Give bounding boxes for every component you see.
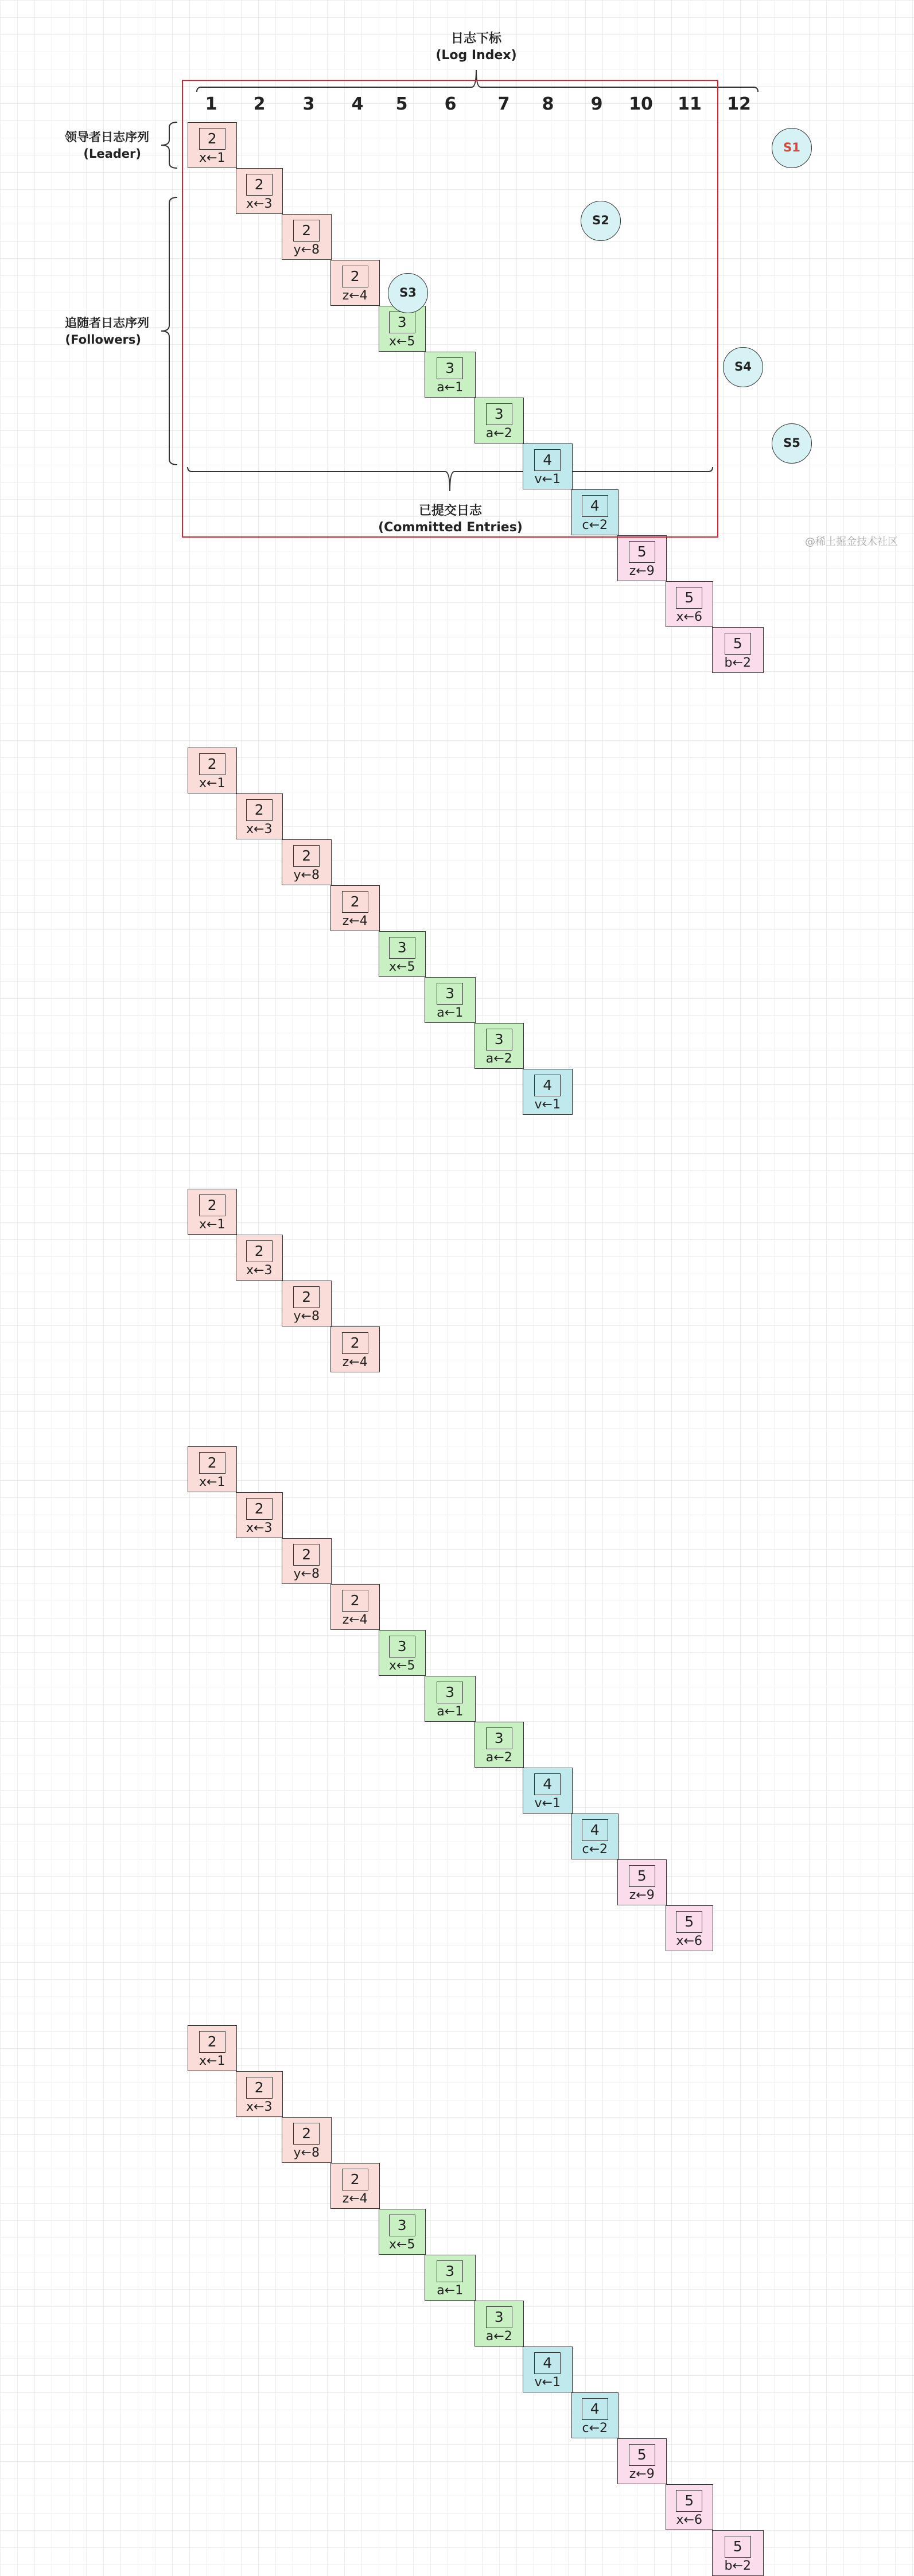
followers-label-cn: 追随者日志序列 xyxy=(65,316,149,330)
entry-command: c←2 xyxy=(582,518,608,532)
entry-command: v←1 xyxy=(534,1796,561,1811)
entry-command: a←2 xyxy=(485,426,512,441)
entry-term: 5 xyxy=(676,587,702,609)
entry-command: z←9 xyxy=(629,1888,655,1902)
entry-command: z←4 xyxy=(342,1355,368,1369)
entry-command: x←5 xyxy=(389,1659,415,1673)
entry-term: 5 xyxy=(676,2490,702,2512)
entry-term: 3 xyxy=(389,2215,415,2236)
log-entry xyxy=(379,2209,426,2255)
entry-command: x←6 xyxy=(676,1934,702,1948)
entry-term: 3 xyxy=(437,357,463,379)
log-entry xyxy=(523,2347,573,2392)
entry-term: 2 xyxy=(342,891,368,913)
log-entry xyxy=(712,2530,764,2576)
entry-term: 2 xyxy=(246,1498,273,1520)
entry-term: 3 xyxy=(486,1727,512,1749)
entry-term: 2 xyxy=(199,753,225,775)
entry-term: 2 xyxy=(342,2169,368,2190)
entry-term: 5 xyxy=(629,541,655,563)
entry-term: 3 xyxy=(486,403,512,425)
log-index-6: 6 xyxy=(444,94,457,114)
entry-term: 2 xyxy=(293,1286,320,1308)
log-entry xyxy=(474,1722,524,1768)
log-entry xyxy=(379,1630,426,1676)
server-node-s4: S4 xyxy=(723,347,763,387)
entry-term: 4 xyxy=(582,2398,608,2420)
entry-term: 5 xyxy=(676,1911,702,1933)
entry-command: v←1 xyxy=(534,2375,561,2390)
entry-command: y←8 xyxy=(293,243,320,257)
entry-term: 2 xyxy=(199,1452,225,1474)
log-entry xyxy=(330,885,380,931)
entry-command: x←1 xyxy=(199,2054,225,2068)
log-entry xyxy=(617,1859,667,1905)
entry-command: y←8 xyxy=(293,1567,320,1581)
entry-term: 3 xyxy=(389,312,415,333)
entry-term: 3 xyxy=(486,2306,512,2328)
entry-command: z←4 xyxy=(342,1613,368,1627)
entry-command: v←1 xyxy=(534,1098,561,1112)
entry-command: x←1 xyxy=(199,1475,225,1489)
log-entry xyxy=(188,2025,237,2071)
entry-term: 2 xyxy=(246,174,273,196)
log-entry xyxy=(666,2484,713,2530)
log-entry xyxy=(379,931,426,977)
log-index-1: 1 xyxy=(205,94,217,114)
server-node-s2: S2 xyxy=(581,201,621,241)
log-entry xyxy=(330,2163,380,2209)
log-entry xyxy=(236,1492,283,1538)
log-entry xyxy=(571,2392,619,2438)
entry-term: 2 xyxy=(246,1240,273,1262)
entry-command: a←2 xyxy=(485,2329,512,2344)
leader-label-cn: 领导者日志序列 xyxy=(65,130,149,144)
log-entry xyxy=(330,1584,380,1630)
entry-term: 2 xyxy=(342,1332,368,1354)
log-entry xyxy=(425,1676,476,1722)
entry-term: 2 xyxy=(293,2123,320,2145)
log-entry xyxy=(282,1281,332,1326)
leader-label-en: (Leader) xyxy=(83,147,141,161)
entry-command: a←1 xyxy=(437,1705,464,1719)
log-entry xyxy=(188,1446,237,1492)
entry-command: x←3 xyxy=(246,1263,273,1278)
entry-term: 4 xyxy=(534,1075,561,1096)
entry-term: 2 xyxy=(246,2077,273,2099)
entry-command: x←3 xyxy=(246,1521,273,1535)
entry-term: 2 xyxy=(342,266,368,287)
entry-term: 3 xyxy=(389,937,415,959)
log-entry xyxy=(617,535,667,581)
entry-term: 2 xyxy=(293,1544,320,1566)
log-entry xyxy=(666,1905,713,1951)
entry-command: y←8 xyxy=(293,868,320,882)
log-index-2: 2 xyxy=(253,94,266,114)
log-entry xyxy=(425,2255,476,2301)
entry-command: x←1 xyxy=(199,1217,225,1232)
log-entry xyxy=(282,839,332,885)
entry-command: z←4 xyxy=(342,914,368,928)
log-index-12: 12 xyxy=(727,94,751,114)
entry-term: 3 xyxy=(437,1682,463,1703)
log-entry xyxy=(666,581,713,627)
log-entry xyxy=(330,1326,380,1372)
entry-command: a←2 xyxy=(485,1052,512,1066)
log-entry xyxy=(523,1768,573,1814)
entry-command: x←5 xyxy=(389,960,415,974)
entry-term: 5 xyxy=(725,2536,751,2558)
log-index-10: 10 xyxy=(629,94,653,114)
log-entry xyxy=(617,2438,667,2484)
entry-command: x←6 xyxy=(676,610,702,624)
log-index-9: 9 xyxy=(590,94,603,114)
entry-term: 4 xyxy=(534,2352,561,2374)
log-entry xyxy=(282,2117,332,2163)
log-entry xyxy=(188,748,237,793)
server-node-s3: S3 xyxy=(388,273,428,313)
committed-entries-box xyxy=(182,80,718,538)
entry-term: 5 xyxy=(629,1865,655,1887)
entry-term: 3 xyxy=(486,1029,512,1050)
log-index-11: 11 xyxy=(678,94,702,114)
entry-term: 4 xyxy=(582,1819,608,1841)
log-index-7: 7 xyxy=(497,94,510,114)
server-node-s5: S5 xyxy=(772,423,812,464)
entry-command: a←1 xyxy=(437,1006,464,1020)
entry-term: 2 xyxy=(199,2031,225,2053)
entry-term: 2 xyxy=(342,1590,368,1612)
entry-command: b←2 xyxy=(724,656,751,670)
entry-term: 2 xyxy=(199,1194,225,1216)
entry-command: x←6 xyxy=(676,2513,702,2527)
entry-term: 4 xyxy=(534,449,561,471)
log-entry xyxy=(474,2301,524,2347)
entry-command: z←9 xyxy=(629,2467,655,2481)
watermark: @稀土掘金技术社区 xyxy=(805,536,898,548)
entry-term: 2 xyxy=(246,799,273,821)
leader-brace xyxy=(161,122,177,168)
log-entry xyxy=(523,1069,573,1115)
log-entry xyxy=(712,627,764,673)
entry-command: a←2 xyxy=(485,1750,512,1765)
log-entry xyxy=(236,2071,283,2117)
entry-term: 3 xyxy=(437,983,463,1005)
entry-command: a←1 xyxy=(437,380,464,395)
entry-term: 2 xyxy=(293,845,320,867)
log-index-3: 3 xyxy=(302,94,315,114)
entry-command: c←2 xyxy=(582,2421,608,2435)
entry-command: y←8 xyxy=(293,2146,320,2160)
log-index-8: 8 xyxy=(542,94,554,114)
log-index-title-cn: 日志下标 xyxy=(450,32,501,46)
entry-command: b←2 xyxy=(724,2559,751,2573)
entry-command: x←3 xyxy=(246,197,273,211)
entry-command: y←8 xyxy=(293,1309,320,1324)
log-entry xyxy=(282,1538,332,1584)
log-index-4: 4 xyxy=(351,94,364,114)
entry-term: 4 xyxy=(582,495,608,517)
entry-command: a←1 xyxy=(437,2283,464,2298)
entry-term: 4 xyxy=(534,1773,561,1795)
entry-term: 3 xyxy=(437,2260,463,2282)
entry-command: c←2 xyxy=(582,1842,608,1857)
log-entry xyxy=(571,1814,619,1859)
log-index-title-en: (Log Index) xyxy=(435,48,517,63)
entry-term: 2 xyxy=(199,128,225,150)
followers-brace xyxy=(161,197,177,465)
entry-command: x←3 xyxy=(246,822,273,836)
committed-label-cn: 已提交日志 xyxy=(418,504,482,518)
entry-term: 2 xyxy=(293,220,320,242)
entry-command: x←3 xyxy=(246,2100,273,2114)
log-entry xyxy=(236,1235,283,1281)
entry-term: 5 xyxy=(629,2444,655,2466)
entry-command: z←9 xyxy=(629,564,655,578)
log-entry xyxy=(425,977,476,1023)
committed-label-en: (Committed Entries) xyxy=(378,520,523,535)
log-index-5: 5 xyxy=(395,94,408,114)
entry-command: x←5 xyxy=(389,334,415,349)
entry-command: v←1 xyxy=(534,472,561,487)
entry-term: 5 xyxy=(725,633,751,655)
entry-command: x←1 xyxy=(199,151,225,165)
entry-command: z←4 xyxy=(342,2192,368,2206)
server-node-s1: S1 xyxy=(772,128,812,168)
entry-command: x←1 xyxy=(199,776,225,791)
entry-command: x←5 xyxy=(389,2238,415,2252)
entry-term: 3 xyxy=(389,1636,415,1657)
entry-command: z←4 xyxy=(342,289,368,303)
log-entry xyxy=(236,793,283,839)
log-entry xyxy=(188,1189,237,1235)
followers-label-en: (Followers) xyxy=(65,333,141,347)
log-entry xyxy=(474,1023,524,1069)
